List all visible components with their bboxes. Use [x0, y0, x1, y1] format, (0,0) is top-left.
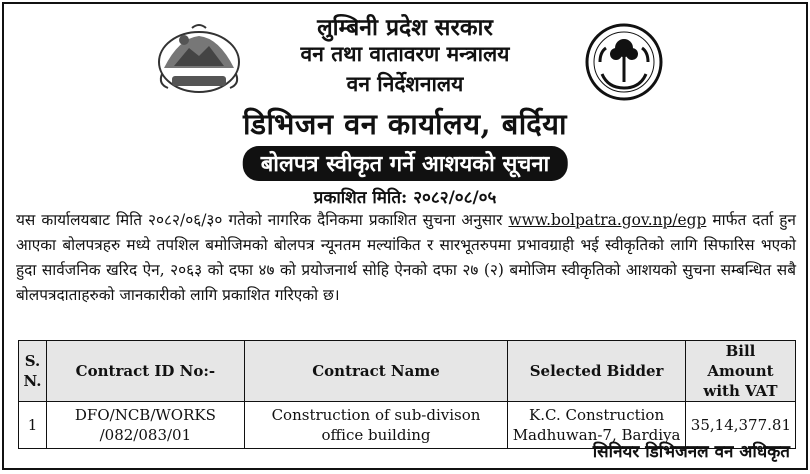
- ministry-name: वन तथा वातावरण मन्त्रालय: [300, 41, 510, 66]
- award-table: [18, 340, 796, 449]
- notice-page: [2, 2, 808, 470]
- header-contract-name: Contract Name: [244, 341, 507, 402]
- cell-contract-id: DFO/NCB/WORKS /082/083/01: [46, 402, 244, 449]
- header-sn: S. N.: [19, 341, 47, 402]
- signatory-title: सिनियर डिभिजनल वन अधिकृत: [592, 442, 790, 462]
- directorate-name: वन निर्देशनालय: [346, 71, 464, 96]
- forest-department-logo-icon: [584, 22, 664, 102]
- notice-title-banner: बोलपत्र स्वीकृत गर्ने आशयको सूचना: [243, 146, 568, 181]
- notice-body: [16, 208, 796, 308]
- cell-bill-amount: 35,14,377.81: [685, 402, 795, 449]
- cell-sn: 1: [19, 402, 47, 449]
- header-contract-id: Contract ID No:-: [46, 341, 244, 402]
- header-bill-amount: Bill Amount with VAT: [685, 341, 795, 402]
- government-name: लुम्बिनी प्रदेश सरकार: [317, 14, 493, 41]
- egp-link[interactable]: www.bolpatra.gov.np/egp: [508, 211, 707, 229]
- publication-date-value: २०८२/०८/०५: [413, 188, 497, 208]
- header-selected-bidder: Selected Bidder: [508, 341, 686, 402]
- table-header-row: [19, 341, 796, 402]
- notice-intro: यस कार्यालयबाट मिति २०८२/०६/३० गतेको नागरिक दैनिकमा प्रकाशित सुचना अनुसार: [16, 211, 503, 229]
- publication-date: [4, 185, 806, 208]
- notice-text: मार्फत दर्ता हुन आएका बोलपत्रहरु मध्ये तपशिल बमोजिमको बोलपत्र न्यूनतम मल्यांकित र सारभूतरुपमा प्रभावग्राही भई स्वीकृतिको लागि सिफारिस भएको हुदा सार्वजनिक खरिद ऐन, २०६३ को दफा ४७ को प्रयोजनार्थ सोहि ऐनको दफा २७ (२) बमोजिम स्वीकृतिको आशयको सुचना सम्बन्धित सबै बोलपत्रदाताहरुको जानकारीको लागि प्रकाशित गरिएको छ।: [16, 211, 796, 304]
- publication-date-label: प्रकाशित मिति:: [313, 188, 408, 208]
- office-name: डिभिजन वन कार्यालय, बर्दिया: [242, 107, 568, 141]
- nepal-emblem-icon: [154, 18, 244, 98]
- cell-contract-name: Construction of sub-divison office building: [244, 402, 507, 449]
- cell-selected-bidder: K.C. Construction Madhuwan-7, Bardiya: [508, 402, 686, 449]
